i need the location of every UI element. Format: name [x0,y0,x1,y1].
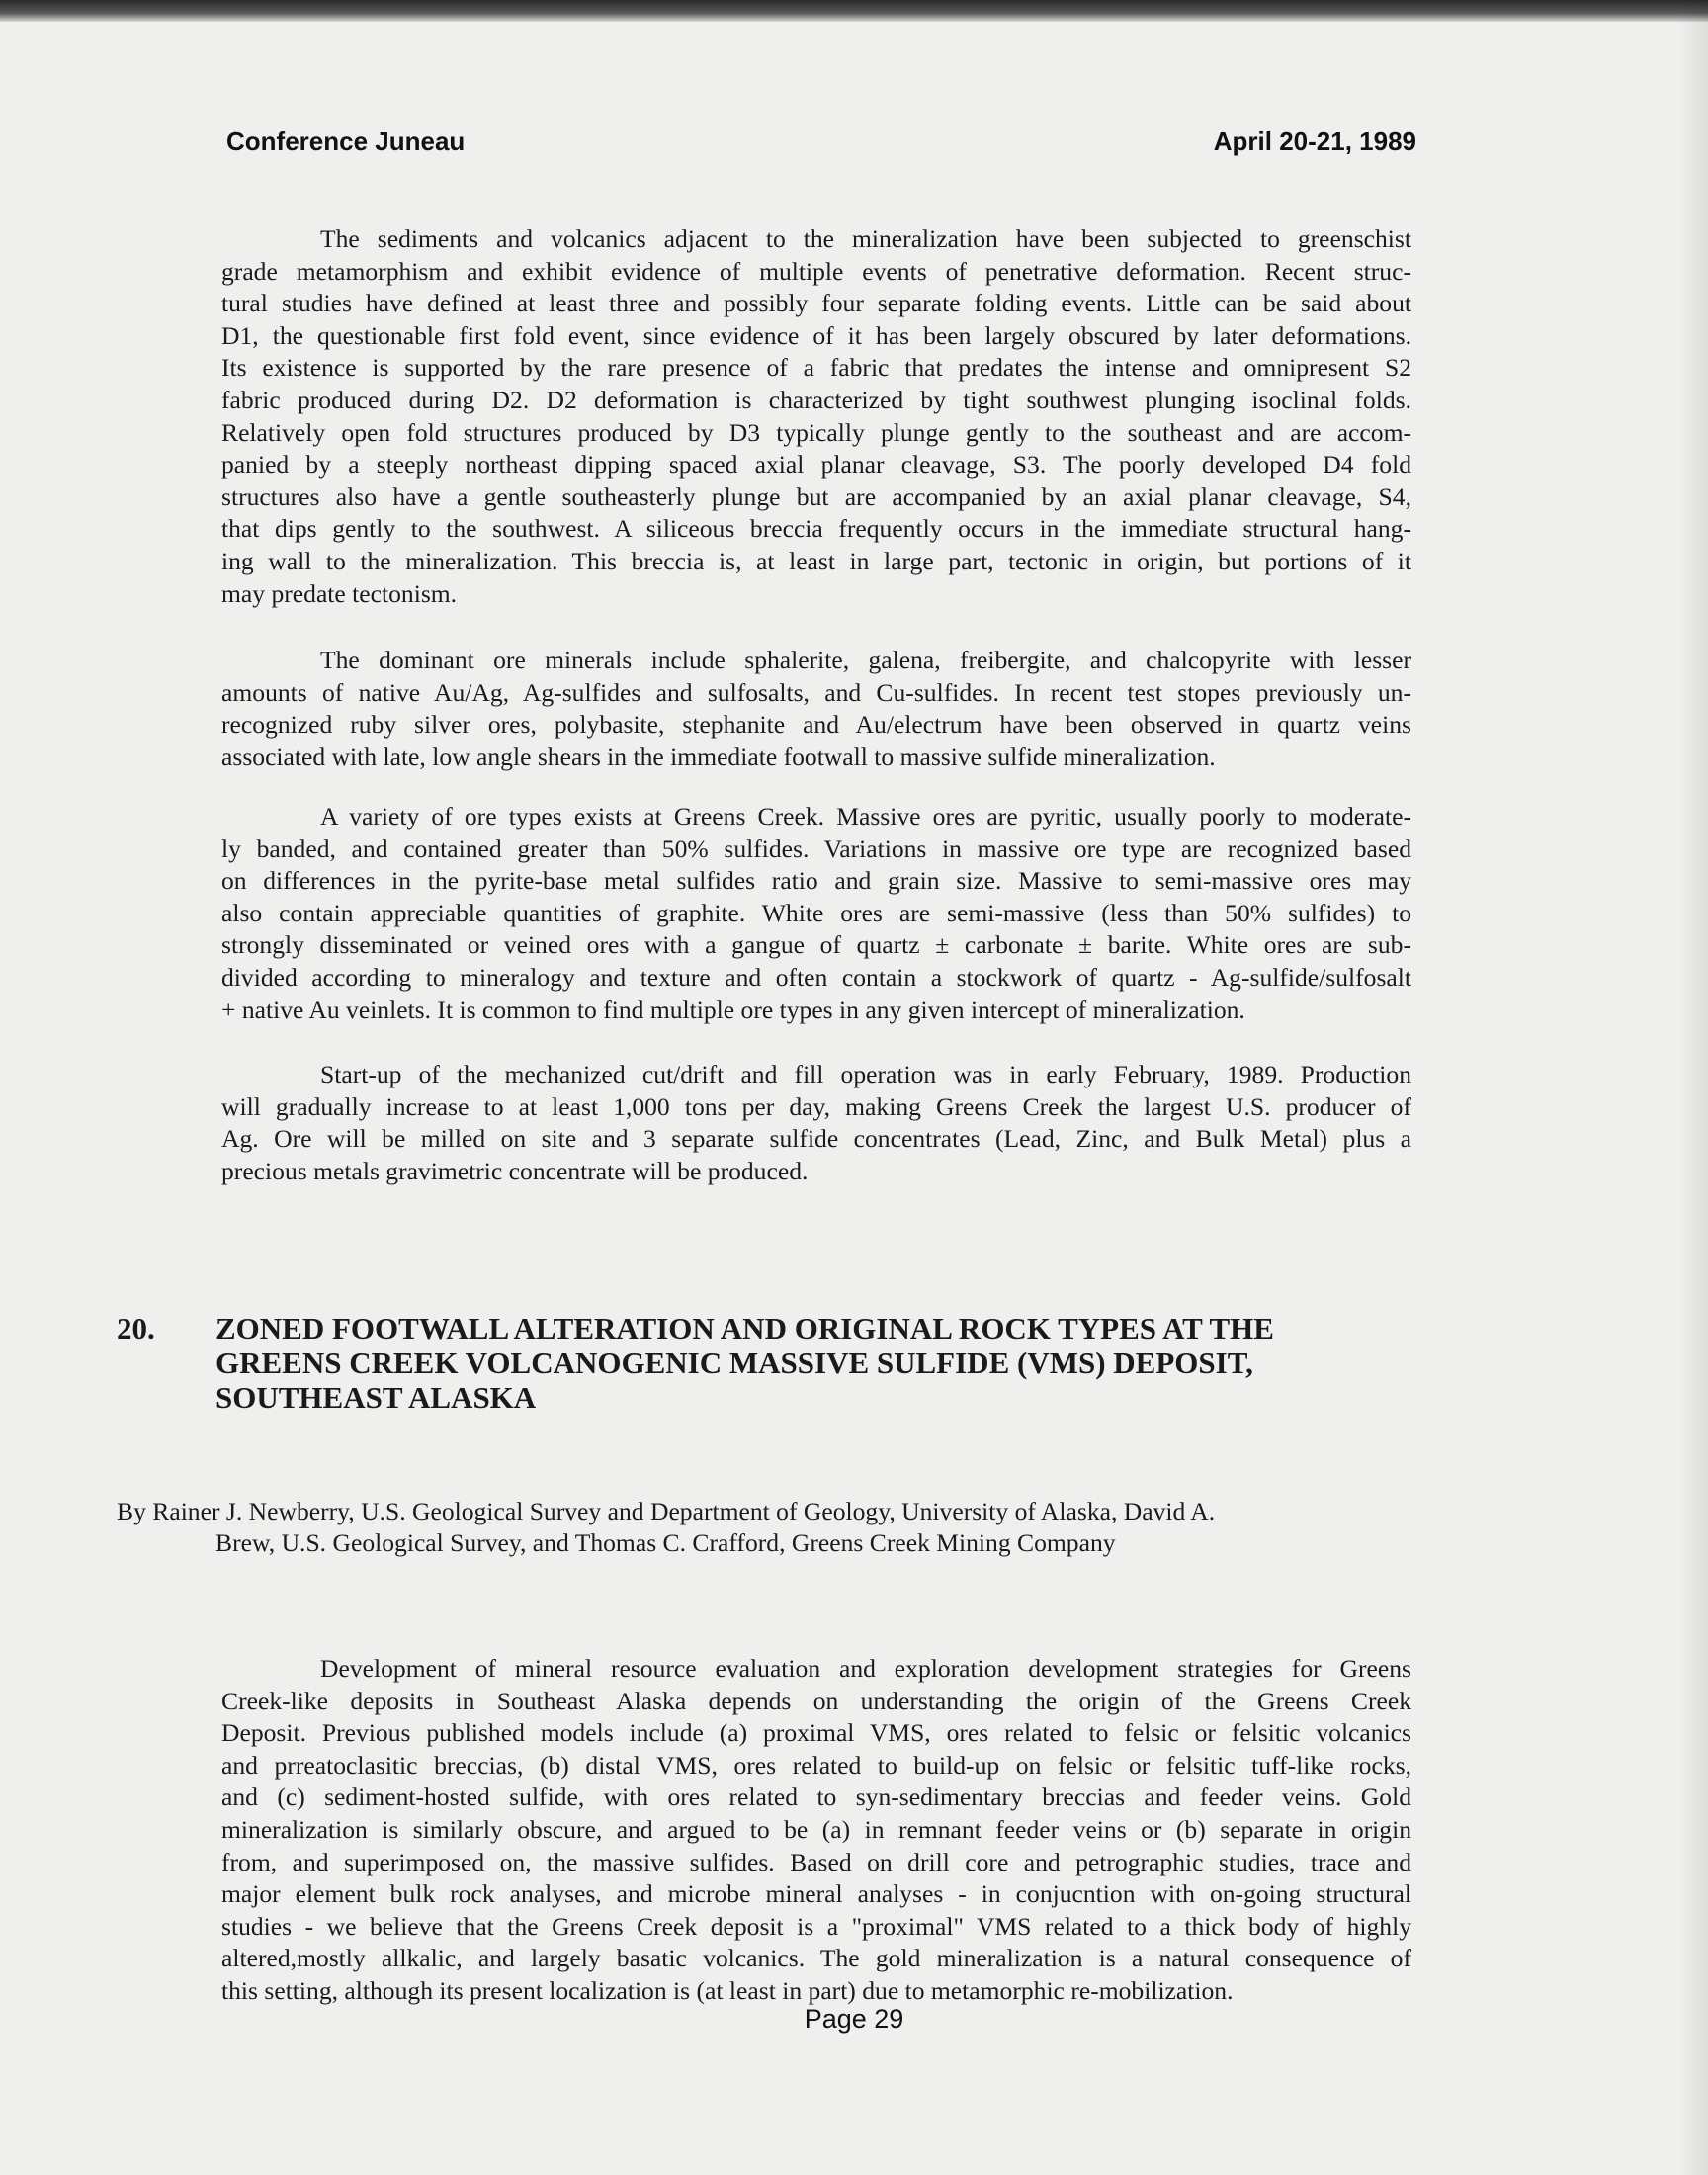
paragraph-ore-types [221,801,1411,1026]
page-number: Page 29 [804,2004,904,2034]
text-line: from, and superimposed on, the massive sulfides. Based on drill core and petrographic studies, trace and [221,1847,1411,1876]
text-line: and prreatoclasitic breccias, (b) distal VMS, ores related to build-up on felsic or felsitic tuff-like rocks, [221,1750,1411,1780]
paragraph-production [221,1059,1411,1187]
text-line: also contain appreciable quantities of graphite. White ores are semi-massive (less than 50% sulfides) to [221,898,1411,927]
section-heading [117,1311,1382,1415]
text-line: recognized ruby silver ores, polybasite, stephanite and Au/electrum have been observed in quartz veins [221,710,1411,740]
text-line: Development of mineral resource evaluation and exploration development strategies for Greens [320,1654,1411,1683]
text-line: mineralization is similarly obscure, and argued to be (a) in remnant feeder veins or (b) separate in origin [221,1814,1411,1844]
author-line: By Rainer J. Newberry, U.S. Geological Survey and Department of Geology, University of Alaska, David A. [117,1497,1216,1525]
scan-top-edge [0,0,1708,22]
text-line: may predate tectonism. [221,578,458,608]
text-line: divided according to mineralogy and texture and often contain a stockwork of quartz - Ag-sulfide/sulfosalt [221,962,1411,992]
text-line: The sediments and volcanics adjacent to the mineralization have been subjected to greenschist [320,224,1411,253]
text-line: A variety of ore types exists at Greens Creek. Massive ores are pyritic, usually poorly to moderate- [320,802,1411,830]
text-line: Start-up of the mechanized cut/drift and fill operation was in early February, 1989. Production [320,1060,1411,1088]
section-title-line: SOUTHEAST ALASKA [215,1380,537,1415]
text-line: The dominant ore minerals include sphalerite, galena, freibergite, and chalcopyrite with lesser [320,646,1411,674]
text-line: Deposit. Previous published models include (a) proximal VMS, ores related to felsic or felsitic volcanics [221,1718,1411,1748]
text-line: + native Au veinlets. It is common to find multiple ore types in any given intercept of mineralization. [221,995,1245,1024]
section-title-line: GREENS CREEK VOLCANOGENIC MASSIVE SULFIDE (VMS) DEPOSIT, [215,1346,1253,1380]
text-line: Creek-like deposits in Southeast Alaska depends on understanding the origin of the Greens Creek [221,1686,1411,1715]
text-line: amounts of native Au/Ag, Ag-sulfides and sulfosalts, and Cu-sulfides. In recent test stopes previously un- [221,677,1411,707]
paragraph-ore-minerals [221,645,1411,773]
text-line: ing wall to the mineralization. This breccia is, at least in large part, tectonic in origin, but portions of it [221,546,1411,575]
text-line: that dips gently to the southwest. A siliceous breccia frequently occurs in the immediate structural hang- [221,514,1411,544]
text-line: structures also have a gentle southeasterly plunge but are accompanied by an axial planar cleavage, S4, [221,481,1411,511]
section-title-line: ZONED FOOTWALL ALTERATION AND ORIGINAL ROCK TYPES AT THE [215,1311,1274,1346]
paragraph-abstract [221,1653,1411,2008]
section-number: 20. [117,1311,155,1346]
text-line: studies - we believe that the Greens Creek deposit is a "proximal" VMS related to a thick body of highly [221,1911,1411,1941]
text-line: ly banded, and contained greater than 50% sulfides. Variations in massive ore type are recognized based [221,833,1411,863]
author-byline [117,1496,1362,1559]
text-line: Ag. Ore will be milled on site and 3 separate sulfide concentrates (Lead, Zinc, and Bulk Metal) plus a [221,1124,1411,1154]
author-line: Brew, U.S. Geological Survey, and Thomas C. Crafford, Greens Creek Mining Company [215,1528,1116,1557]
text-line: tural studies have defined at least three and possibly four separate folding events. Little can be said about [221,289,1411,318]
text-line: fabric produced during D2. D2 deformation is characterized by tight southwest plunging isoclinal folds. [221,385,1411,414]
text-line: grade metamorphism and exhibit evidence of multiple events of penetrative deformation. Recent struc- [221,256,1411,286]
text-line: Its existence is supported by the rare presence of a fabric that predates the intense and omnipresent S2 [221,353,1411,383]
header-date: April 20-21, 1989 [1213,127,1416,156]
text-line: strongly disseminated or veined ores with a gangue of quartz ± carbonate ± barite. White ores are sub- [221,930,1411,960]
text-line: panied by a steeply northeast dipping spaced axial planar cleavage, S3. The poorly developed D4 fold [221,450,1411,479]
text-line: on differences in the pyrite-base metal sulfides ratio and grain size. Massive to semi-massive ores may [221,866,1411,896]
text-line: major element bulk rock analyses, and microbe mineral analyses - in conjucntion with on-going structural [221,1879,1411,1909]
text-line: and (c) sediment-hosted sulfide, with ores related to syn-sedimentary breccias and feeder veins. Gold [221,1783,1411,1812]
text-line: this setting, although its present localization is (at least in part) due to metamorphic re-mobilization. [221,1975,1234,2005]
text-line: precious metals gravimetric concentrate will be produced. [221,1156,809,1185]
text-line: D1, the questionable first fold event, since evidence of it has been largely obscured by later deformations. [221,320,1411,350]
header-conference: Conference Juneau [226,127,466,156]
paragraph-deformation [221,223,1411,610]
text-line: will gradually increase to at least 1,000 tons per day, making Greens Creek the largest U.S. producer of [221,1091,1411,1121]
scan-right-shadow [1678,0,1708,2175]
text-line: altered,mostly allkalic, and largely basatic volcanics. The gold mineralization is a natural consequence of [221,1944,1411,1973]
text-line: Relatively open fold structures produced by D3 typically plunge gently to the southeast and are accom- [221,417,1411,447]
text-line: associated with late, low angle shears in the immediate footwall to massive sulfide mineralization. [221,741,1216,771]
